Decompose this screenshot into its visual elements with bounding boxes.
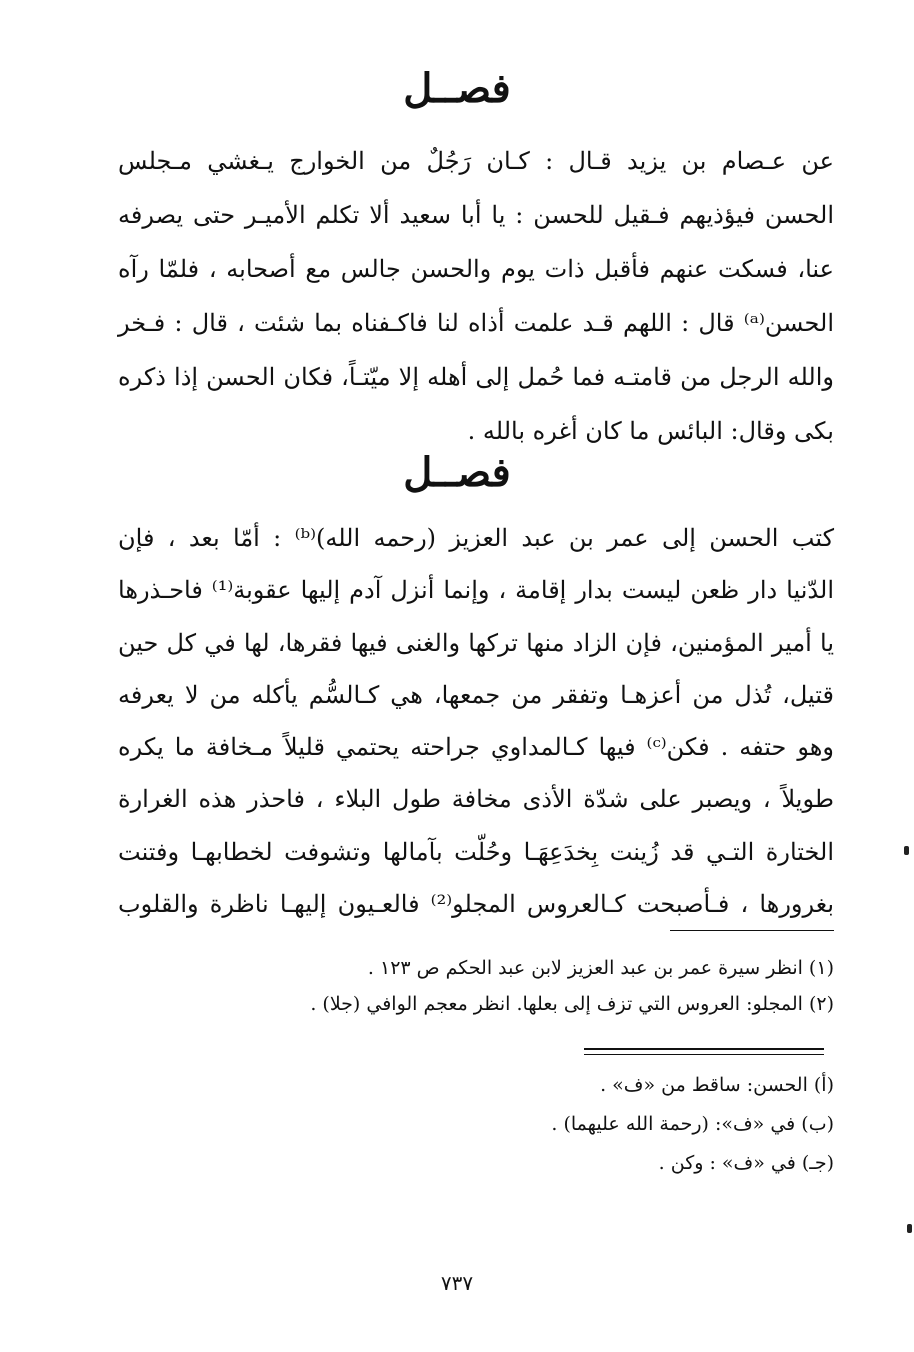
double-divider	[584, 1048, 824, 1055]
paragraph-line: عن عـصام بن يزيد قـال : كـان رَجُلٌ من الخوارج يـغشي مـجلس	[118, 147, 834, 175]
paragraph-line: الدّنيا دار ظعن ليست بدار إقامة ، وإنما أنزل آدم إليها عقوبة⁽¹⁾ فاحـذرها	[118, 576, 834, 605]
footnote-item: (٢) المجلو: العروس التي تزف إلى بعلها. انظر معجم الوافي (جلا) .	[310, 993, 834, 1015]
footnote-item: (ب) في «ف»: (رحمة الله عليهما) .	[551, 1113, 834, 1135]
paragraph-line: الحسن فيؤذيهم فـقيل للحسن : يا أبا سعيد ألا تكلم الأميـر حتى يصرفه	[118, 201, 834, 229]
paragraph-line: طويلاً ، ويصبر على شدّة الأذى مخافة طول البلاء ، فاحذر هذه الغرارة	[118, 785, 834, 814]
paragraph-line: وهو حتفه . فكن⁽ᶜ⁾ فيها كـالمداوي جراحته يحتمي قليلاً مـخافة ما يكره	[118, 733, 834, 762]
paragraph-line: عنا، فسكت عنهم فأقبل ذات يوم والحسن جالس مع أصحابه ، فلمّا رآه	[118, 255, 834, 283]
paragraph-line: والله الرجل من قامتـه فما حُمل إلى أهله إلا ميّتـاً، فكان الحسن إذا ذكره	[118, 363, 834, 391]
paragraph-1	[118, 134, 834, 458]
section-heading: فصــل	[403, 65, 511, 112]
paragraph-line: بكى وقال: البائس ما كان أغره بالله .	[467, 417, 834, 445]
margin-mark	[907, 1224, 912, 1233]
paragraph-line: يا أمير المؤمنين، فإن الزاد منها تركها والغنى فيها فقرها، لها في كل حين	[118, 628, 834, 657]
margin-mark	[904, 846, 909, 855]
footnote-item: (جـ) في «ف» : وكن .	[658, 1152, 834, 1174]
section-heading: فصــل	[403, 449, 511, 496]
numbered-footnotes	[120, 950, 834, 1022]
paragraph-line: الختارة التـي قد زُينت بِخدَعِهَـا وحُلّت بآمالها وتشوفت لخطابهـا وفتنت	[118, 837, 834, 866]
paragraph-line: الحسن⁽ᵃ⁾ قال : اللهم قـد علمت أذاه لنا فاكـفناه بما شئت ، قال : فـخر	[118, 309, 834, 337]
footnote-divider	[670, 930, 834, 931]
paragraph-line: كتب الحسن إلى عمر بن عبد العزيز (رحمه الله)⁽ᵇ⁾ : أمّا بعد ، فإن	[118, 524, 834, 552]
lettered-footnotes	[120, 1066, 834, 1183]
footnote-item: (١) انظر سيرة عمر بن عبد العزيز لابن عبد الحكم ص ١٢٣ .	[367, 957, 834, 979]
footnote-item: (أ) الحسن: ساقط من «ف» .	[600, 1074, 834, 1096]
paragraph-2	[118, 512, 834, 930]
paragraph-line: بغرورها ، فـأصبحت كـالعروس المجلو⁽²⁾ فالعـيون إليهـا ناظرة والقلوب	[118, 890, 834, 919]
paragraph-line: قتيل، تُذل من أعزهـا وتفقر من جمعها، هي كـالسُّم يأكله من لا يعرفه	[118, 680, 834, 709]
page-number: ٧٣٧	[440, 1271, 474, 1295]
